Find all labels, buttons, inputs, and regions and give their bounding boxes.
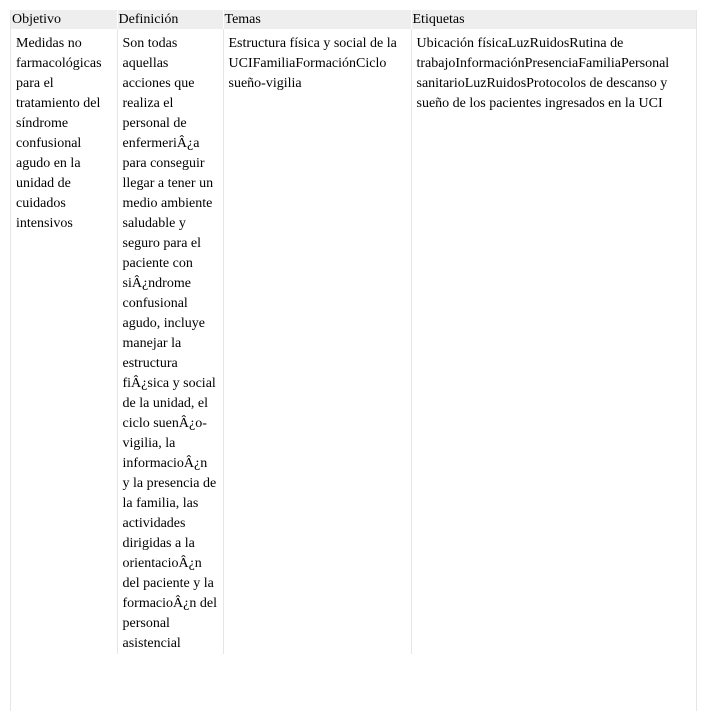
cell-temas: Estructura física y social de la UCIFamiliaFormaciónCiclo sueño-vigilia <box>223 29 411 654</box>
table-header-row <box>11 10 697 29</box>
cell-definicion: Son todas aquellas acciones que realiza el personal de enfermeriÂ¿a para conseguir llegar a tener un medio ambiente saludable y seguro para el paciente con siÂ¿ndrome confusional agudo, incluye manejar la estructura fiÂ¿sica y social de la unidad, el ciclo suenÂ¿o-vigilia, la informacioÂ¿n y la presencia de la familia, las actividades dirigidas a la orientacioÂ¿n del paciente y la formacioÂ¿n del personal asistencial <box>117 29 223 654</box>
header-etiquetas: Etiquetas <box>411 10 697 29</box>
data-table <box>11 10 697 654</box>
data-table-container <box>10 10 697 711</box>
header-temas: Temas <box>223 10 411 29</box>
cell-objetivo: Medidas no farmacológicas para el tratamiento del síndrome confusional agudo en la unidad de cuidados intensivos <box>16 36 102 231</box>
cell-etiquetas: Ubicación físicaLuzRuidosRutina de trabajoInformaciónPresenciaFamiliaPersonal sanitarioLuzRuidosProtocolos de descanso y sueño de los pacientes ingresados en la UCI <box>411 29 697 654</box>
header-objetivo: Objetivo <box>11 10 117 29</box>
table-row <box>11 29 697 654</box>
header-definicion: Definición <box>117 10 223 29</box>
